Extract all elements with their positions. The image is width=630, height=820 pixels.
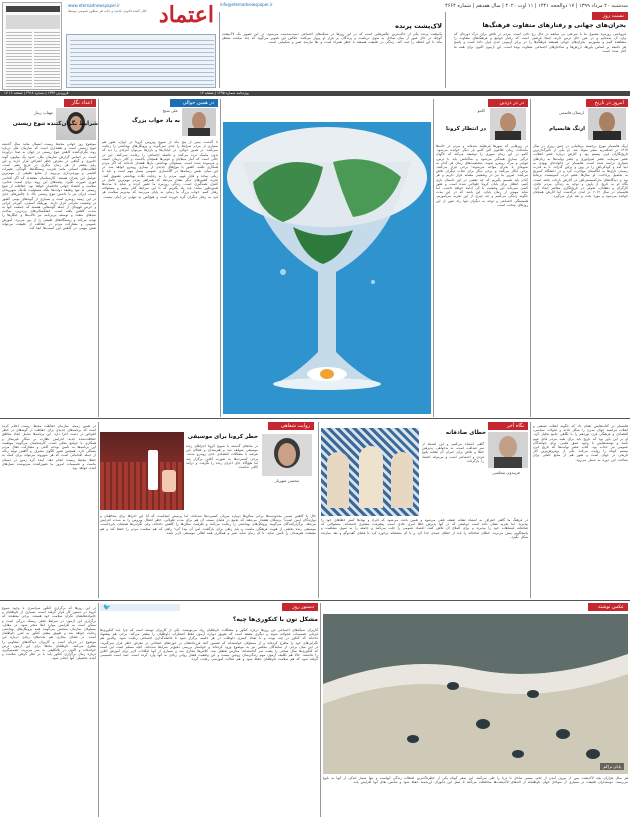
staff-box <box>66 34 216 88</box>
headline-khataha: خطای صادقانه <box>445 430 486 436</box>
website-label[interactable]: www.etemadnewspaper.ir <box>68 3 120 8</box>
headline-main-top: بحران‌های جهانی و رفتارهای متفاوت فرهنگ‌ها <box>482 22 626 29</box>
khataha-body: در فرهنگ ما گاهی اعتراف به اشتباه نشانه ضعف تلقی می‌شود و همین باعث می‌شود که افراد و نهادها کمتر خطاهای خود را بپذیرند. اما تجربه نشان داده است جوامعی که در آنها پذیرش خطا امری عادی است، پیشرفت بیشتری داشته‌اند. مسئولانی که صادقانه اشتباهات خود را بپذیرند و برای اصلاح آن تلاش کنند، اعتماد عمومی را جلب می‌کنند و جامعه را به سوی شفافیت و پاسخگویی پیش می‌برند. خطای صادقانه را باید از خطای عمدی جدا کرد و با آن منصفانه برخورد کرد تا فضای گفت‌وگو و نقد سازنده شکل بگیرد. <box>321 518 528 539</box>
history-body: اریک هابسبام مورخ برجسته بریتانیایی در چنین روزی در سال ۱۹۱۷ در اسکندریه مصر متولد شد. او یکی از تأثیرگذارترین تاریخ‌نگاران قرن بیستم بود و آثارش درباره عصر انقلاب، عصر سرمایه، عصر امپراتوری و عصر نهایت‌ها به زبان‌های بسیاری ترجمه شده است. هابسبام در خانواده‌ای یهودی به دنیا آمد و کودکی‌اش را در وین و برلین گذراند. با به قدرت رسیدن نازی‌ها به انگلستان مهاجرت کرد و در دانشگاه کمبریج به تحصیل پرداخت. او سال‌ها عضو حزب کمونیست بریتانیا بود و دیدگاه‌های مارکسیستی‌اش در آثارش بازتاب یافته است. نگاه او به تاریخ از پایین و توجه به زندگی مردم عادی، کارگران و دهقانان، تحولی در تاریخ‌نگاری معاصر ایجاد کرد. هابسبام در سال ۲۰۱۲ در لندن درگذشت اما آثارش همچنان خوانده می‌شود و مورد بحث و نقد قرار می‌گیرد. <box>533 144 628 199</box>
author-photo-khataha <box>488 432 528 468</box>
section-negah: نگاه آخر <box>488 422 528 430</box>
logo: اعتماد <box>158 2 214 28</box>
baad-body: با گذشت بیش از پنج ماه از شیوع ویروس کرونا در ایران، هنوز هم بسیاری از مردم شرایط را جدی نمی‌گیرند و پروتکل‌های بهداشتی را رعایت نمی‌کنند. در همین حوالی، در خیابان‌ها و بازارها می‌توان افرادی را دید که بدون ماسک تردد می‌کنند و فاصله اجتماعی را رعایت نمی‌کنند. این در حالی است که آمار مبتلایان و فوتی‌ها همچنان بالاست و کادر درمان خسته و فرسوده شده است. مسئولان بهداشتی بارها هشدار داده‌اند که اگر مردم همکاری نکنند، کشور با موج‌های جدیدی از بیماری روبه‌رو خواهد شد. در این میان، نقش رسانه‌ها در آگاه‌سازی عمومی بسیار مهم است و باید با زبانی ساده و قابل فهم، مردم را به رعایت نکات بهداشتی تشویق کنند. تجربه کشورهای دیگر نشان می‌دهد که همراهی مردم مهم‌ترین عامل در کنترل همه‌گیری است. زندگی روزمره ما تغییر کرده و شاید تا مدت‌ها همین‌طور بماند؛ باید یاد بگیریم که با این شرایط کنار بیاییم و مسئولانه رفتار کنیم. خواب بزرگ ما زمانی به پایان می‌رسد که بپذیریم سلامت هر فرد به رفتار دیگران گره خورده است و هیچ‌کس به تنهایی در امان نیست. <box>102 140 218 199</box>
photo-caption-badge: پایان تراکم <box>600 763 624 770</box>
konkoor-body: کاربران شبکه‌های اجتماعی این روزها درباره کنکور و مشکلات داوطلبان زیاد می‌نویسند. یکی از کاربران نوشته است که چرا باید کنکوری‌ها قربانی تصمیمات عجولانه شوند و دیگری معتقد است که تعویق دوباره آزمون فقط اضطراب داوطلبان را بیشتر می‌کند. برخی هم پیشنهاد داده‌اند که کنکور در چند نوبت و با تعداد کمتری داوطلب در هر جلسه برگزار شود تا فاصله‌گذاری اجتماعی رعایت شود. والدین هم نگرانی‌های خود را مطرح کرده‌اند و از مسئولان خواسته‌اند که تضمین کنند فرزندانشان در حوزه‌های امتحانی در معرض خطر قرار نمی‌گیرند. در این میان برخی از نمایندگان مجلس نیز به موضوع ورود کرده‌اند و خواستار بررسی دقیق‌تر شرایط شده‌اند. آنچه مسلم است این است که کنکوری‌ها سال سختی را پشت سر گذاشته‌اند؛ مدارس تعطیل شد، کلاس‌ها مجازی شد و بسیاری از آنها امکانات لازم برای آموزش آنلاین را نداشتند. حالا هم تکلیف آزمون مهم زندگی‌شان روشن نیست و این وضعیت فشار روانی زیادی به آنها وارد کرده است. امید است تصمیمی گرفته شود که هم سلامت داوطلبان حفظ شود و هم عدالت آموزشی رعایت گردد. <box>100 628 318 662</box>
headline-baad: به باد خواب بزرگ <box>131 118 180 124</box>
twitter-icon: 🐦 <box>103 604 111 611</box>
section-dastoor: دستور روز <box>282 603 318 611</box>
music-body: حال با کاهش نسبی محدودیت‌ها برخی سالن‌ها دوباره میزبان کنسرت‌ها شده‌اند، اما پرسش اینجاست که آیا این اجراها برای مخاطبان و نوازندگان ایمن است؟ پزشکان هشدار می‌دهند که تجمع در فضای بسته، آن هم برای مدت طولانی، خطر انتقال ویروس را به شدت افزایش می‌دهد. برگزارکنندگان می‌گویند پروتکل‌های بهداشتی را رعایت می‌کنند و ظرفیت سالن‌ها را کاهش داده‌اند، ولی نگرانی‌ها همچنان پابرجاست. موسیقی زنده بخشی از هویت فرهنگی ماست و باید راهی برای بازگشت امن آن پیدا کرد؛ راهی که هم سلامت مردم را حفظ کند و هم معیشت هنرمندان را تأمین نماید. تا آن زمان شاید صبر و همکاری همه اهالی موسیقی لازم باشد. <box>100 514 316 535</box>
headline-history: ارنگ هابسیام <box>549 126 585 132</box>
strip-right: ویژه‌نامه شماره ۱۴۹۵ | صفحه ۱۲ <box>200 91 249 95</box>
byline-history: ارسلان قاسمی <box>558 110 584 115</box>
byline-baad: علی شیخ <box>162 108 178 113</box>
photo-concert-hall <box>100 432 184 510</box>
byline-corona: کامو <box>477 108 485 113</box>
section-arqam: اعداد نگار <box>64 99 96 107</box>
author-photo-corona <box>490 108 526 140</box>
front-page-thumbnail <box>2 2 62 90</box>
lakposht-body: یک‌پشت پرنده یکی از جالب‌ترین عکس‌هایی است که در این روزها در شبکه‌های اجتماعی دست‌به‌دست می‌شود. در این تصویر یک لاک‌پشت کوچک در حال عبور از میان ساحل به سوی دریاست و پرندگان بر فراز او پرواز می‌کنند. عکاس این تصویر می‌گوید که چند ساعت منتظر ماند تا این لحظه را ثبت کند. زندگی در طبیعت همیشه با خطر همراه است و بقا نیازمند صبر و شکیبایی است. <box>222 32 442 45</box>
history-body-continued: هابسبام در کتاب‌هایش نشان داد که چگونه انقلاب صنعتی و انقلاب فرانسه جهان مدرن را شکل دادند و تحولات سیاسی، اقتصادی و فرهنگی قرن نوزدهم را با نگاهی جامع تحلیل کرد. او بر این باور بود که تاریخ باید برای همه مردم قابل فهم باشد و نوشته‌هایش با وجود عمق علمی، برای خوانندگان عمومی نیز جذاب بود. کتاب عصر نهایت‌ها که تاریخ قرن بیستم کوتاه را روایت می‌کند، یکی از پرفروش‌ترین آثار تاریخی در جهان است و هنوز هم از منابع اصلی برای شناخت این دوره به شمار می‌رود. <box>533 424 628 462</box>
author-photo-history <box>588 108 626 140</box>
byline-shorayet: مهتاب زیبار <box>34 110 53 115</box>
email-label[interactable]: info@etemadnewspaper.ir <box>220 2 273 7</box>
section-ravayat: روایت شفاهی <box>268 422 314 430</box>
strip-left: ۱۷ فروردین ۱۳۹۳ | شماره ۲۹۱۸ | صفحه ۱۶ <box>4 91 69 95</box>
photo-mosque-facade <box>321 428 419 516</box>
tagline-label: آغاز کننده قانون، تجدید و چاپ هر به‌طور عمومی توسط <box>68 9 147 13</box>
konkoor-body-left: در این روزها که برگزاری کنکور سراسری با وجود شیوع کرونا در دستور کار قرار گرفته است، بسیاری از داوطلبان و خانواده‌هایشان نگران سلامت خود هستند. برخی معتقدند که برگزاری این آزمون در شرایط فعلی ریسک بزرگی است و ممکن است به افزایش موارد ابتلا منجر شود. در مقابل، مسئولان سازمان سنجش می‌گویند همه پروتکل‌های بهداشتی رعایت خواهد شد و تعویق بیشتر کنکور به ضرر داوطلبان است. در فضای مجازی هم بحث‌های زیادی درباره این موضوع در جریان است و کاربران دیدگاه‌های متفاوتی را مطرح می‌کنند. داوطلبان ماه‌ها برای این آزمون درس خوانده‌اند و اکنون در بلاتکلیفی به سر می‌برند. تصمیم‌گیری درباره زمان برگزاری کنکور باید با در نظر گرفتن سلامت و آینده تحصیلی آنها انجام شود. <box>2 606 96 661</box>
section-dar-dardan: در در دردین <box>488 99 528 107</box>
shorayet-body: موضوع روز جهانی محیط زیست امسال مانند سال گذشته تنوع زیستی است و هشداری است که سازمان ملل درباره روند نگران‌کننده کاهش تنوع زیستی در جهان به صدا درآورده است. بر اساس گزارش سازمان ملل، حدود یک میلیون گونه جانوری و گیاهی در معرض خطر انقراض قرار دارند و این رقم بیشتر از هر زمان دیگری در تاریخ بشر است. فعالیت‌های انسانی مانند تخریب زیستگاه‌ها، آلودگی، تغییرات اقلیمی و بهره‌برداری بی‌رویه از منابع طبیعی از مهم‌ترین عوامل این بحران هستند. کارشناسان معتقدند که اگر اقدامی فوری صورت نگیرد، پیامدهای این روند برای امنیت غذایی، سلامت و اقتصاد جهانی فاجعه‌بار خواهد بود. حفاظت از تنوع زیستی نه تنها وظیفه دولت‌ها بلکه مسئولیت تک‌تک شهروندان است. ایران نیز با داشتن تنوع زیستی بالا، با چالش‌های جدی در این زمینه روبه‌رو است و بسیاری از گونه‌های بومی کشور در وضعیت بحرانی قرار دارند. یوزپلنگ آسیایی، گورخر ایرانی و خرس قهوه‌ای از جمله گونه‌هایی هستند که جمعیت آنها به شدت کاهش یافته است. خشکسالی‌های پی‌درپی، ساخت سدهای متعدد و توسعه بی‌برنامه نیز تالاب‌ها و جنگل‌ها را تهدید می‌کند و زیستگاه‌های طبیعی را از بین می‌برد. آموزش عمومی و مشارکت مردم در حفاظت از طبیعت می‌تواند نقش مهمی در کاهش این آسیب‌ها ایفا کند. <box>2 142 96 231</box>
headline-lakposht: لاک‌پشت پرنده <box>395 22 442 30</box>
photo-turtles-beach <box>323 614 628 774</box>
byline-music: محسن شهریار <box>274 478 300 483</box>
headline-shorayet: شرایط نگران‌کننده تنوع زیستی <box>12 121 98 127</box>
konkoor-icon-bar <box>100 604 180 611</box>
section-tashakkor: نسبت روز <box>592 12 628 20</box>
shorayet-body-continued: در همین زمینه، سازمان حفاظت محیط زیست اعلام کرده است که برنامه‌های جدیدی برای حفاظت از گونه‌های در خطر انقراض در دست اجرا دارد. این برنامه‌ها شامل ایجاد مناطق حفاظت‌شده جدید، افزایش نظارت بر شکار غیرمجاز و همکاری با جوامع محلی است. کارشناسان می‌گویند موفقیت این برنامه‌ها به تأمین بودجه کافی و مشارکت فعال مردم بستگی دارد. همچنین تغییر الگوی مصرف و کاهش تولید زباله از جمله اقداماتی است که هر شهروند می‌تواند برای کمک به حفظ محیط زیست انجام دهد. آینده کره زمین در دستان ماست و تصمیمات امروز ما تعیین‌کننده سرنوشت نسل‌های آینده خواهد بود. <box>2 424 96 471</box>
byline-khataha: فریبدون مجلسی <box>492 470 520 475</box>
turtles-caption: هر سال هزاران بچه لاک‌پشت پس از بیرون آمدن از تخم، مسیر ساحل تا دریا را طی می‌کنند. این سفر کوتاه یکی از خطرناک‌ترین لحظات زندگی آنهاست و تنها شمار اندکی از آنها به بلوغ می‌رسند. دوستداران طبیعت در بسیاری از سواحل جهان داوطلبانه از لانه‌های لاک‌پشت‌ها محافظت می‌کنند تا نسل این جانوران ارزشمند حفظ شود و شانس بقای آنها افزایش یابد. <box>323 776 628 785</box>
top-strip <box>0 91 630 96</box>
headline-corona: در انتظار کرونا <box>446 126 486 132</box>
section-dar-hamin-havali: در همین حوالی <box>170 99 218 107</box>
corona-body: در روزهایی که شهرها قرنطینه شده‌اند و مردم در خانه‌ها مانده‌اند، رمان طاعون آلبر کامو بار دیگر خوانده می‌شود. کامو در این رمان شهری را توصیف می‌کند که ناگهان درگیر بیماری همه‌گیر می‌شود و ساکنانش باید با ترس، تنهایی و مرگ روبه‌رو شوند. شخصیت‌های رمان هر کدام به شیوه‌ای با بحران مواجه می‌شوند؛ برخی فرار می‌کنند، برخی انکار می‌کنند و برخی دیگر برای نجات دیگران تلاش می‌کنند. امروز ما نیز در وضعیتی مشابه قرار داریم و هر کدام باید تصمیم بگیریم که چه نقشی در این داستان بازی کنیم. انتظار برای پایان کرونا طولانی شده است و هنوز کسی نمی‌داند این وضعیت تا کی ادامه خواهد داشت. اما شاید مهم‌تر از زمان پایان، این باشد که در این مدت چگونه زندگی می‌کنیم و چه چیزی از این تجربه می‌آموزیم. همبستگی اجتماعی و توجه به دیگران تنها راه عبور از این روزهای سخت است. <box>436 144 528 207</box>
globe-glass-svg <box>223 122 431 414</box>
author-photo-music <box>262 434 312 476</box>
section-aks: عکس نوشته <box>588 603 628 611</box>
illustration-globe-wine-glass <box>223 122 431 414</box>
section-emruz: امروز در تاریخ <box>586 99 628 107</box>
dateline: سه‌شنبه ۲۰ مرداد ۱۳۹۹ | ۱۷ ذوالحجه ۱۴۴۱ | ۱۱ اوت ۲۰۲۰ | سال هفدهم | شماره ۴۶۶۴ <box>445 3 628 9</box>
logo-header-block <box>66 2 216 32</box>
music-body-right: در ماه‌های گذشته با شیوع کرونا اجراهای زنده موسیقی متوقف شد و هنرمندان و فعالان این عرصه با مشکلات اقتصادی جدی روبه‌رو شدند. برخی کنسرت‌ها به صورت آنلاین برگزار شد اما هیچ‌گاه جای اجرای زنده را نگرفت و درآمد کافی نداشت. <box>186 444 258 470</box>
headline-konkoor: مشکل تون با کنکوری‌ها چیه؟ <box>232 616 318 623</box>
khataha-body-right: گاهی اشتباه می‌کنیم و این اشتباه از سر صداقت است، نه بدخواهی. پذیرفتن خطا و تلاش برای جبران آن نشانه بلوغ فردی و اجتماعی است و می‌تواند اعتماد را بازگرداند. <box>422 442 484 463</box>
headline-music: خطر کرونا برای موسیقی <box>187 434 258 440</box>
main-top-body: فروپاشی روزمره معمول ما با سرعتی بی سابقه در حال رخ دادن است. مردم در تلاش برای درک دوره‌ای که وارد آن شده‌ایم و در عین حال ترس دارند. اینجا فرصتی است که رفتار جوامع و فرهنگ‌های متفاوت را مشاهده کنیم و بیاموزیم. بحران‌های جهانی همیشه فرهنگ‌ها را در برابر آزمونی جدی قرار داده است و پاسخ هر جامعه بر اساس باورها، ارزش‌ها و ساختارهای اجتماعی متفاوت بوده است. این آزمون اکنون برای همه ما آغاز شده است. <box>454 32 626 53</box>
author-photo-baad <box>182 108 216 136</box>
turtles-svg <box>323 614 628 774</box>
